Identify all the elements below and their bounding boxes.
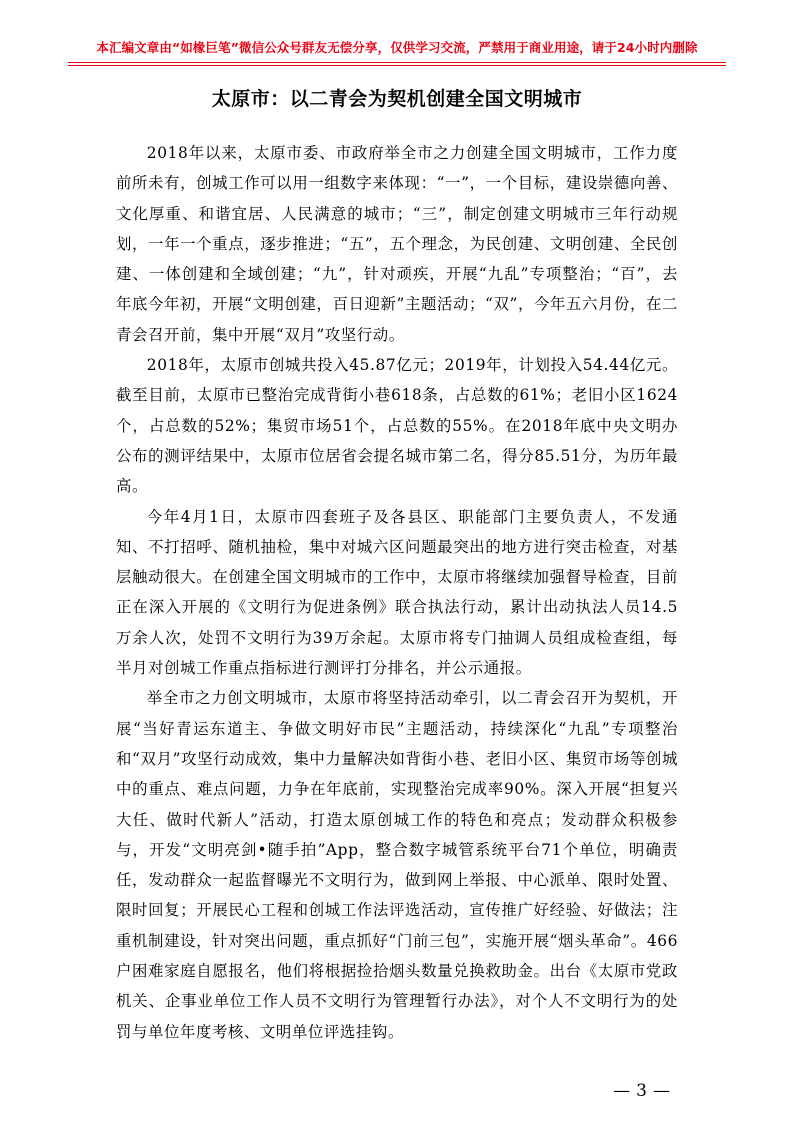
article-title: 太原市：以二青会为契机创建全国文明城市 — [211, 88, 583, 110]
article-body — [116, 138, 678, 1047]
header-divider-bottom — [68, 65, 726, 66]
paragraph-1: 2018年以来，太原市委、市政府举全市之力创建全国文明城市，工作力度前所未有，创城工作可以用一组数字来体现：“一”，一个目标，建设崇德向善、文化厚重、和谐宜居、人民满意的城市；“三”，制定创建文明城市三年行动规划，一年一个重点，逐步推进；“五”，五个理念，为民创建、文明创建、全民创建、一体创建和全域创建；“九”，针对顽疾，开展“九乱”专项整治；“百”，去年底今年初，开展“文明创建，百日迎新”主题活动；“双”，今年五六月份，在二青会召开前，集中开展“双月”攻坚行动。 — [116, 144, 678, 344]
header-banner: 本汇编文章由“如椽巨笔”微信公众号群友无偿分享，仅供学习交流，严禁用于商业用途，请于24小时内删除 — [96, 40, 698, 55]
page-dash-right: — — [653, 1081, 670, 1101]
page-footer — [0, 1081, 676, 1101]
page-dash-left: — — [613, 1081, 631, 1101]
page-number: 3 — [636, 1081, 647, 1101]
paragraph-3: 今年4月1日，太原市四套班子及各县区、职能部门主要负责人，不发通知、不打招呼、随机抽检，集中对城六区问题最突出的地方进行突击检查，对基层触动很大。在创建全国文明城市的工作中，太原市将继续加强督导检查，目前正在深入开展的《文明行为促进条例》联合执法行动，累计出动执法人员14.5万余人次，处罚不文明行为39万余起。太原市将专门抽调人员组成检查组，每半月对创城工作重点指标进行测评打分排名，并公示通报。 — [116, 507, 678, 678]
paragraph-4: 举全市之力创文明城市，太原市将坚持活动牵引，以二青会召开为契机，开展“当好青运东道主、争做文明好市民”主题活动，持续深化“九乱”专项整治和“双月”攻坚行动成效，集中力量解决如背街小巷、老旧小区、集贸市场等创城中的重点、难点问题，力争在年底前，实现整治完成率90%。深入开展“担复兴大任、做时代新人”活动，打造太原创城工作的特色和亮点；发动群众积极参与，开发“文明亮剑•随手拍”App，整合数字城管系统平台71个单位，明确责任，发动群众一起监督曝光不文明行为，做到网上举报、中心派单、限时处置、限时回复；开展民心工程和创城工作法评选活动，宣传推广好经验、好做法；注重机制建设，针对突出问题，重点抓好“门前三包”，实施开展“烟头革命”。466户困难家庭自愿报名，他们将根据捡拾烟头数量兑换救助金。出台《太原市党政机关、企事业单位工作人员不文明行为管理暂行办法》，对个人不文明行为的处罚与单位年度考核、文明单位评选挂钩。 — [116, 689, 678, 1041]
paragraph-2: 2018年，太原市创城共投入45.87亿元；2019年，计划投入54.44亿元。截至目前，太原市已整治完成背街小巷618条，占总数的61%；老旧小区1624个，占总数的52%；集贸市场51个，占总数的55%。在2018年底中央文明办公布的测评结果中，太原市位居省会提名城市第二名，得分85.51分，为历年最高。 — [116, 356, 678, 496]
header-divider-top — [68, 62, 726, 63]
